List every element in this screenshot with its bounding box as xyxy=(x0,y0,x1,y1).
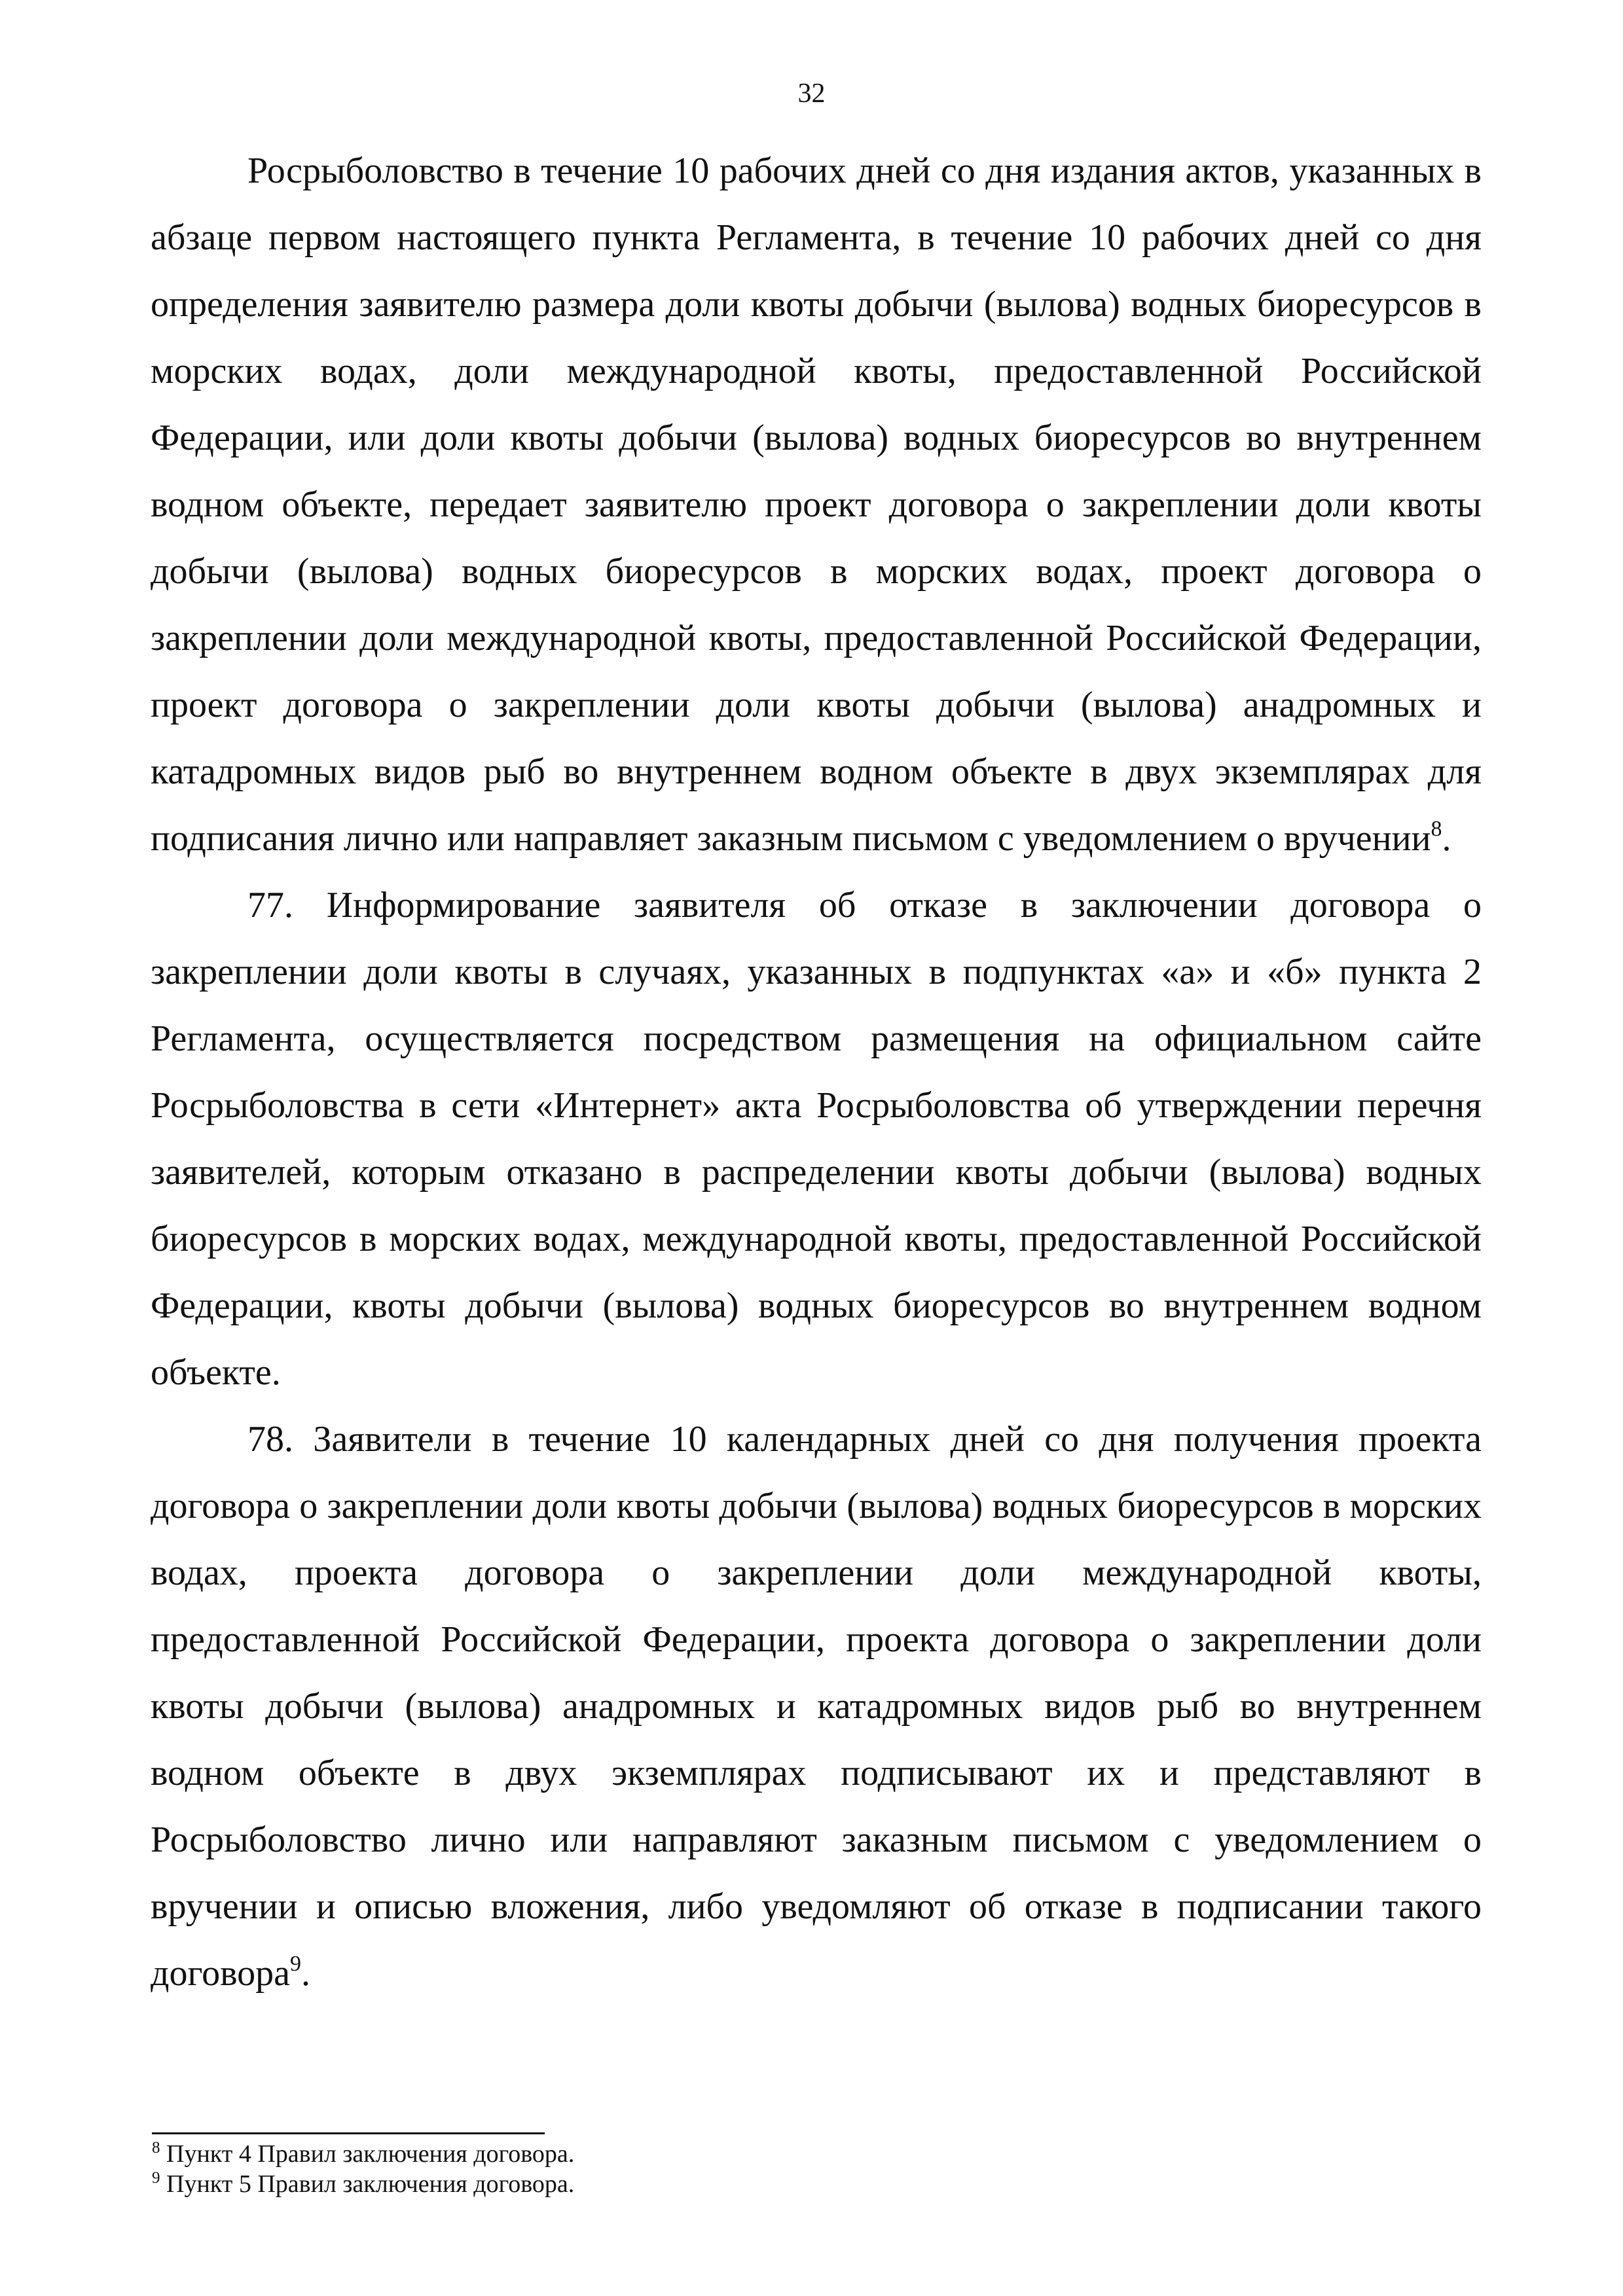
paragraph-76-continuation xyxy=(151,137,1482,872)
footnotes xyxy=(152,2139,1330,2199)
page-number: 32 xyxy=(797,79,826,109)
paragraph-text: 78. Заявители в течение 10 календарных дней со дня получения проекта договора о закреплении доли квоты добычи (вылова) водных биоресурсов в морских водах, проекта договора о закреплении доли международной квоты, предоставленной Российской Федерации, проекта договора о закреплении доли квоты добычи (вылова) анадромных и катадромных видов рыб во внутреннем водном объекте в двух экземплярах подписывают их и представляют в Росрыболовство лично или направляют заказным письмом с уведомлением о вручении и описью вложения, либо уведомляют об отказе в подписании такого договора xyxy=(151,1419,1482,1994)
paragraph-77 xyxy=(151,872,1482,1406)
footnote-text: Пункт 4 Правил заключения договора. xyxy=(166,2140,575,2168)
footnote-text: Пункт 5 Правил заключения договора. xyxy=(166,2170,575,2198)
footnote-number: 9 xyxy=(152,2169,160,2187)
footnote-separator xyxy=(152,2132,545,2134)
document-body xyxy=(151,137,1482,2007)
footnote-8 xyxy=(152,2139,1330,2169)
footnote-reference: 9 xyxy=(289,1952,301,1976)
paragraph-end: . xyxy=(1442,818,1451,859)
paragraph-78 xyxy=(151,1406,1482,2007)
footnote-9 xyxy=(152,2169,1330,2199)
footnote-reference: 8 xyxy=(1431,817,1442,841)
paragraph-text: Росрыболовство в течение 10 рабочих дней со дня издания актов, указанных в абзаце первом настоящего пункта Регламента, в течение 10 рабочих дней со дня определения заявителю размера доли квоты добычи (вылова) водных биоресурсов в морских водах, доли международной квоты, предоставленной Российской Федерации, или доли квоты добычи (вылова) водных биоресурсов во внутреннем водном объекте, передает заявителю проект договора о закреплении доли квоты добычи (вылова) водных биоресурсов в морских водах, проект договора о закреплении доли международной квоты, предоставленной Российской Федерации, проект договора о закреплении доли квоты добычи (вылова) анадромных и катадромных видов рыб во внутреннем водном объекте в двух экземплярах для подписания лично или направляет заказным письмом с уведомлением о вручении xyxy=(151,151,1482,859)
paragraph-end: . xyxy=(301,1953,310,1994)
footnote-number: 8 xyxy=(152,2139,160,2157)
paragraph-text: 77. Информирование заявителя об отказе в заключении договора о закреплении доли квоты в случаях, указанных в подпунктах «а» и «б» пункта 2 Регламента, осуществляется посредством размещения на официальном сайте Росрыболовства в сети «Интернет» акта Росрыболовства об утверждении перечня заявителей, которым отказано в распределении квоты добычи (вылова) водных биоресурсов в морских водах, международной квоты, предоставленной Российской Федерации, квоты добычи (вылова) водных биоресурсов во внутреннем водном объекте. xyxy=(151,885,1482,1393)
